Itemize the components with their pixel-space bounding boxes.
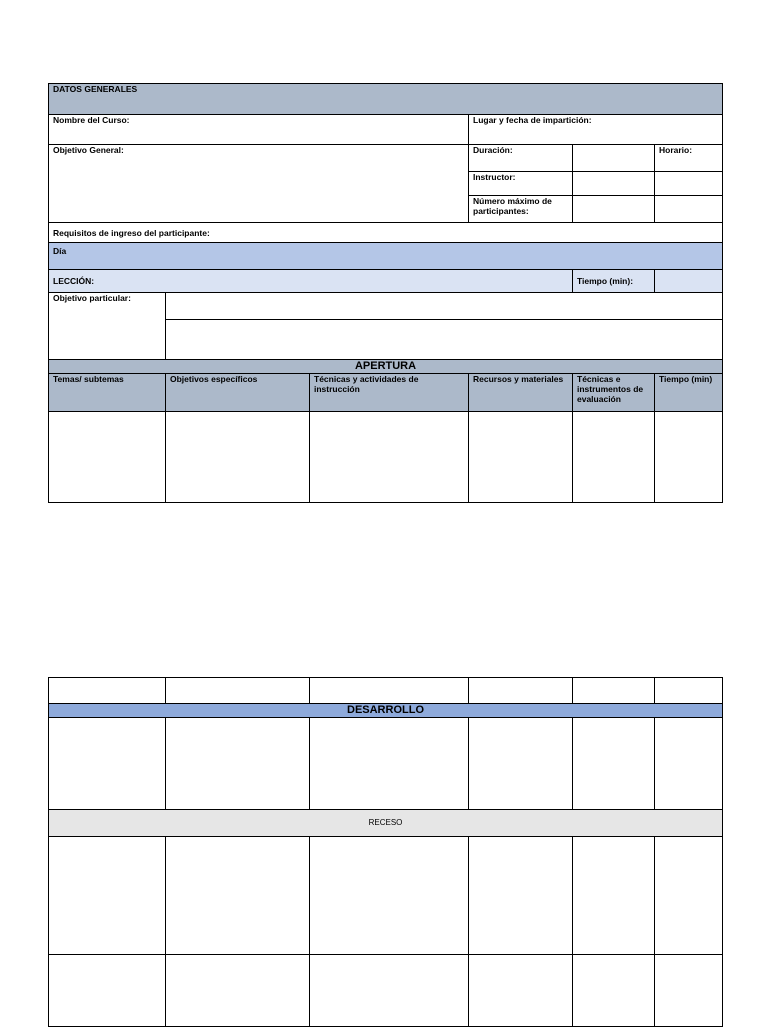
desarrollo-table xyxy=(48,677,723,1027)
desarrollo-header: DESARROLLO xyxy=(49,704,723,718)
leccion-field[interactable]: LECCIÓN: xyxy=(49,270,573,293)
apertura-cell[interactable] xyxy=(49,412,166,503)
apertura-cell[interactable] xyxy=(166,412,310,503)
desarrollo-cell[interactable] xyxy=(655,718,723,810)
desarrollo-cell[interactable] xyxy=(655,955,723,1027)
apertura-cell[interactable] xyxy=(655,412,723,503)
numero-maximo-label: Número máximo de participantes: xyxy=(469,196,573,223)
apertura-cell[interactable] xyxy=(573,412,655,503)
desarrollo-cell[interactable] xyxy=(166,955,310,1027)
duracion-label: Duración: xyxy=(469,145,573,172)
column-header-temas: Temas/ subtemas xyxy=(49,374,166,412)
apertura-cell[interactable] xyxy=(310,412,469,503)
desarrollo-cell[interactable] xyxy=(310,718,469,810)
desarrollo-cell[interactable] xyxy=(166,837,310,955)
desarrollo-cell[interactable] xyxy=(573,955,655,1027)
desarrollo-cell[interactable] xyxy=(573,718,655,810)
horario-label: Horario: xyxy=(655,145,723,172)
instructor-extra-cell[interactable] xyxy=(655,172,723,196)
objetivo-particular-label: Objetivo particular: xyxy=(49,293,166,360)
continuation-cell[interactable] xyxy=(469,678,573,704)
datos-generales-table xyxy=(48,83,723,503)
numero-maximo-value-cell[interactable] xyxy=(573,196,655,223)
objetivo-particular-line-2[interactable] xyxy=(166,320,723,360)
apertura-row xyxy=(49,412,723,503)
desarrollo-row xyxy=(49,837,723,955)
desarrollo-cell[interactable] xyxy=(49,718,166,810)
instructor-value-cell[interactable] xyxy=(573,172,655,196)
desarrollo-cell[interactable] xyxy=(469,718,573,810)
requisitos-field[interactable]: Requisitos de ingreso del participante: xyxy=(49,223,723,243)
desarrollo-cell[interactable] xyxy=(310,837,469,955)
instructor-label: Instructor: xyxy=(469,172,573,196)
receso-row: RECESO xyxy=(49,810,723,837)
continuation-cell[interactable] xyxy=(310,678,469,704)
column-header-objetivos: Objetivos específicos xyxy=(166,374,310,412)
objetivo-general-field[interactable]: Objetivo General: xyxy=(49,145,469,223)
desarrollo-cell[interactable] xyxy=(469,955,573,1027)
continuation-cell[interactable] xyxy=(166,678,310,704)
tiempo-min-value-cell[interactable] xyxy=(655,270,723,293)
desarrollo-cell[interactable] xyxy=(655,837,723,955)
lugar-fecha-field[interactable]: Lugar y fecha de impartición: xyxy=(469,115,723,145)
desarrollo-row xyxy=(49,718,723,810)
dia-header: Día xyxy=(49,243,723,270)
tiempo-min-label: Tiempo (min): xyxy=(573,270,655,293)
column-header-tecnicas-actividades: Técnicas y actividades de instrucción xyxy=(310,374,469,412)
apertura-header: APERTURA xyxy=(49,360,723,374)
column-header-tiempo: Tiempo (min) xyxy=(655,374,723,412)
continuation-row xyxy=(49,678,723,704)
desarrollo-row xyxy=(49,955,723,1027)
numero-maximo-extra-cell[interactable] xyxy=(655,196,723,223)
continuation-cell[interactable] xyxy=(49,678,166,704)
nombre-curso-field[interactable]: Nombre del Curso: xyxy=(49,115,469,145)
desarrollo-cell[interactable] xyxy=(166,718,310,810)
datos-generales-header: DATOS GENERALES xyxy=(49,84,723,115)
apertura-cell[interactable] xyxy=(469,412,573,503)
continuation-cell[interactable] xyxy=(655,678,723,704)
desarrollo-cell[interactable] xyxy=(310,955,469,1027)
continuation-cell[interactable] xyxy=(573,678,655,704)
desarrollo-cell[interactable] xyxy=(49,837,166,955)
objetivo-particular-line-1[interactable] xyxy=(166,293,723,320)
column-header-recursos: Recursos y materiales xyxy=(469,374,573,412)
column-header-evaluacion: Técnicas e instrumentos de evaluación xyxy=(573,374,655,412)
desarrollo-cell[interactable] xyxy=(49,955,166,1027)
desarrollo-cell[interactable] xyxy=(469,837,573,955)
desarrollo-cell[interactable] xyxy=(573,837,655,955)
duracion-value-cell[interactable] xyxy=(573,145,655,172)
